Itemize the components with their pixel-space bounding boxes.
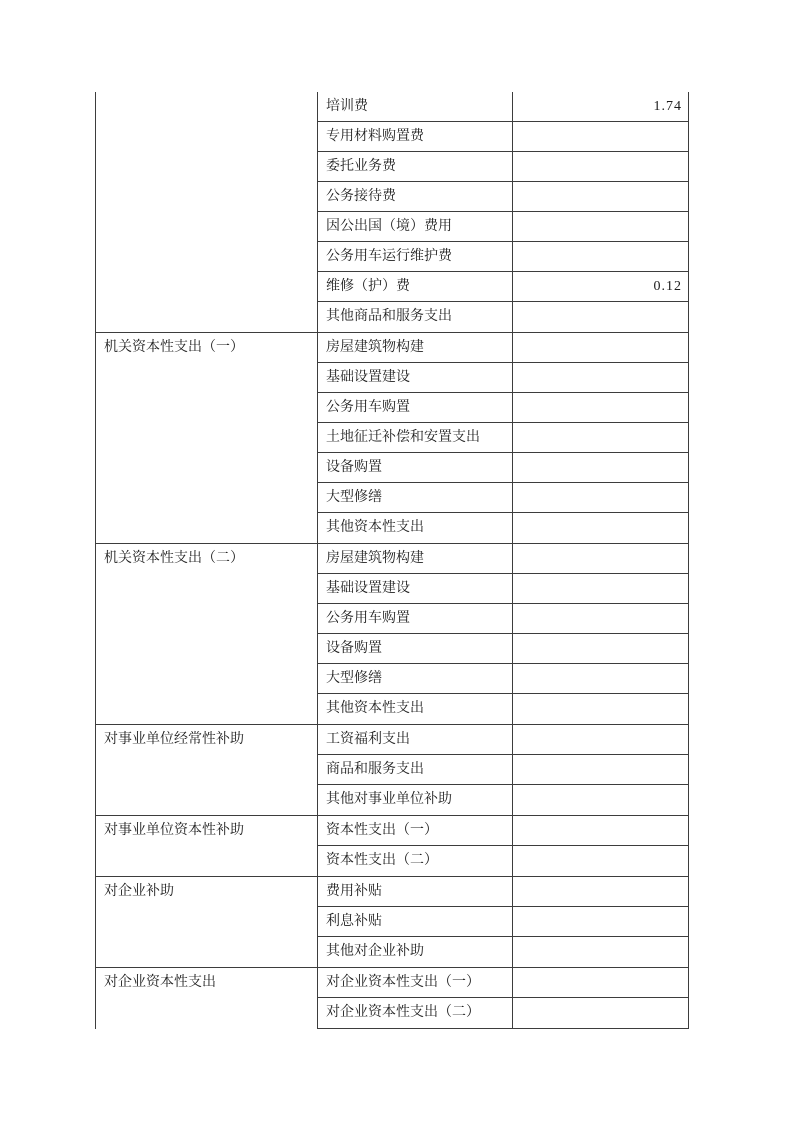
value-cell — [513, 998, 688, 1028]
value-cell — [513, 242, 688, 271]
table-row — [318, 604, 688, 634]
section-rows — [318, 968, 688, 1029]
item-cell: 对企业资本性支出（二） — [318, 998, 513, 1028]
table-row — [318, 937, 688, 967]
item-cell: 对企业资本性支出（一） — [318, 968, 513, 997]
table-row — [318, 634, 688, 664]
table-row — [318, 483, 688, 513]
budget-table — [95, 92, 689, 1029]
table-row — [318, 755, 688, 785]
item-cell: 利息补贴 — [318, 907, 513, 936]
item-cell: 其他商品和服务支出 — [318, 302, 513, 332]
item-cell: 费用补贴 — [318, 877, 513, 906]
category-cell: 机关资本性支出（一） — [96, 333, 318, 543]
table-section — [96, 876, 688, 967]
value-cell — [513, 634, 688, 663]
table-row — [318, 212, 688, 242]
item-cell: 设备购置 — [318, 634, 513, 663]
value-cell — [513, 816, 688, 845]
value-cell — [513, 755, 688, 784]
value-cell — [513, 877, 688, 906]
table-row — [318, 816, 688, 846]
item-cell: 公务接待费 — [318, 182, 513, 211]
item-cell: 资本性支出（一） — [318, 816, 513, 845]
item-cell: 工资福利支出 — [318, 725, 513, 754]
table-row — [318, 333, 688, 363]
item-cell: 房屋建筑物构建 — [318, 544, 513, 573]
table-row — [318, 907, 688, 937]
value-cell: 0.12 — [653, 279, 682, 294]
value-cell — [513, 212, 688, 241]
category-cell: 对事业单位经常性补助 — [96, 725, 318, 815]
item-cell: 基础设置建设 — [318, 363, 513, 392]
item-cell: 专用材料购置费 — [318, 122, 513, 151]
item-cell: 因公出国（境）费用 — [318, 212, 513, 241]
value-cell — [513, 968, 688, 997]
table-row — [318, 242, 688, 272]
table-row — [318, 122, 688, 152]
table-section — [96, 92, 688, 332]
value-cell — [513, 453, 688, 482]
table-section — [96, 332, 688, 543]
table-row — [318, 968, 688, 998]
item-cell: 委托业务费 — [318, 152, 513, 181]
value-cell — [513, 423, 688, 452]
table-row — [318, 846, 688, 876]
category-cell: 机关资本性支出（二） — [96, 544, 318, 724]
item-cell: 公务用车运行维护费 — [318, 242, 513, 271]
item-cell: 房屋建筑物构建 — [318, 333, 513, 362]
section-rows — [318, 816, 688, 876]
item-cell: 维修（护）费 — [318, 272, 513, 301]
category-cell — [96, 92, 318, 332]
value-cell — [513, 937, 688, 967]
value-cell — [513, 393, 688, 422]
item-cell: 设备购置 — [318, 453, 513, 482]
value-cell — [513, 846, 688, 876]
value-cell — [513, 363, 688, 392]
section-rows — [318, 877, 688, 967]
table-section — [96, 967, 688, 1029]
item-cell: 基础设置建设 — [318, 574, 513, 603]
value-cell — [513, 483, 688, 512]
value-cell — [513, 574, 688, 603]
item-cell: 大型修缮 — [318, 664, 513, 693]
item-cell: 公务用车购置 — [318, 604, 513, 633]
value-cell: 1.74 — [653, 99, 682, 114]
value-cell — [513, 333, 688, 362]
table-row — [318, 574, 688, 604]
table-row — [318, 393, 688, 423]
value-cell — [513, 544, 688, 573]
table-row — [318, 363, 688, 393]
value-cell — [513, 182, 688, 211]
category-cell: 对事业单位资本性补助 — [96, 816, 318, 876]
value-cell — [513, 513, 688, 543]
item-cell: 资本性支出（二） — [318, 846, 513, 876]
table-row — [318, 998, 688, 1028]
table-row — [318, 877, 688, 907]
value-cell — [513, 725, 688, 754]
item-cell: 其他资本性支出 — [318, 694, 513, 724]
item-cell: 其他对企业补助 — [318, 937, 513, 967]
value-cell — [513, 694, 688, 724]
table-row — [318, 302, 688, 332]
table-row — [318, 513, 688, 543]
table-row — [318, 152, 688, 182]
item-cell: 土地征迁补偿和安置支出 — [318, 423, 513, 452]
section-rows — [318, 544, 688, 724]
table-row — [318, 423, 688, 453]
item-cell: 培训费 — [318, 92, 513, 121]
value-cell — [513, 907, 688, 936]
table-row — [318, 272, 688, 302]
table-row — [318, 544, 688, 574]
table-row — [318, 92, 688, 122]
value-cell — [513, 302, 688, 332]
value-cell — [513, 122, 688, 151]
section-rows — [318, 333, 688, 543]
value-cell — [513, 785, 688, 815]
category-cell: 对企业补助 — [96, 877, 318, 967]
table-row — [318, 725, 688, 755]
table-row — [318, 785, 688, 815]
table-row — [318, 182, 688, 212]
table-section — [96, 724, 688, 815]
value-cell — [513, 664, 688, 693]
item-cell: 大型修缮 — [318, 483, 513, 512]
value-cell — [513, 152, 688, 181]
table-row — [318, 453, 688, 483]
item-cell: 其他对事业单位补助 — [318, 785, 513, 815]
value-cell — [513, 604, 688, 633]
table-row — [318, 664, 688, 694]
item-cell: 商品和服务支出 — [318, 755, 513, 784]
item-cell: 其他资本性支出 — [318, 513, 513, 543]
category-cell: 对企业资本性支出 — [96, 968, 318, 1029]
section-rows — [318, 725, 688, 815]
table-row — [318, 694, 688, 724]
section-rows — [318, 92, 688, 332]
table-section — [96, 815, 688, 876]
item-cell: 公务用车购置 — [318, 393, 513, 422]
table-section — [96, 543, 688, 724]
